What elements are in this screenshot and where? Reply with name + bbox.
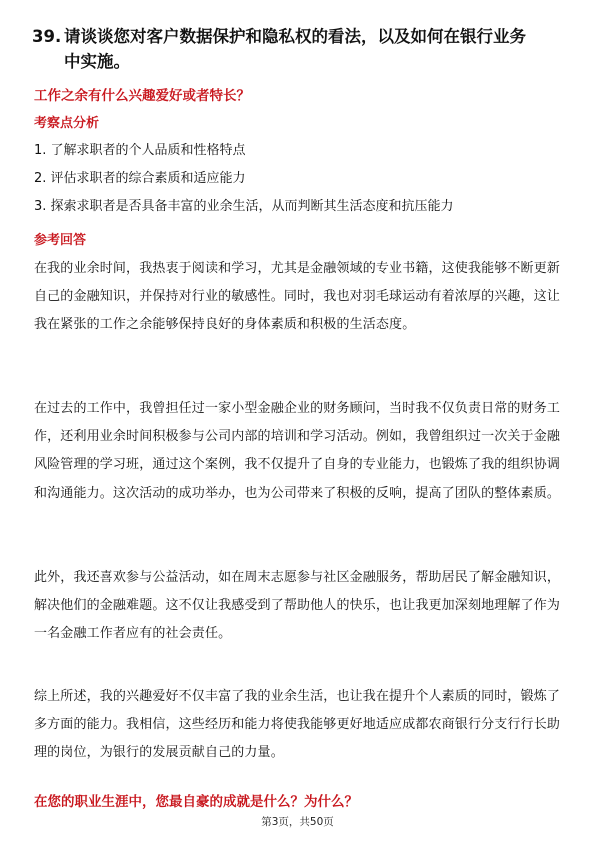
- question-number: 39.: [32, 27, 62, 46]
- reference-paragraph-2: 在过去的工作中，我曾担任过一家小型金融企业的财务顾问，当时我不仅负责日常的财务工作，还利用业余时间积极参与公司内部的培训和学习活动。例如，我曾组织过一次关于金融风险管理的学习班，通过这个案例，我不仅提升了自身的专业能力，也锻炼了我的组织协调和沟通能力。这次活动的成功举办，也为公司带来了积极的反响，提高了团队的整体素质。: [34, 401, 561, 501]
- page-footer: 第3页，共50页: [261, 816, 334, 828]
- reference-paragraph-1: 在我的业余时间，我热衷于阅读和学习，尤其是金融领域的专业书籍，这使我能够不断更新自己的金融知识，并保持对行业的敏感性。同时，我也对羽毛球运动有着浓厚的兴趣，这让我在紧张的工作之余能够保持良好的身体素质和积极的生活态度。: [34, 261, 561, 333]
- current-question-title: 工作之余有什么兴趣爱好或者特长？: [34, 88, 250, 104]
- reference-paragraph-3: 此外，我还喜欢参与公益活动，如在周末志愿参与社区金融服务，帮助居民了解金融知识，解决他们的金融难题。这不仅让我感受到了帮助他人的快乐，也让我更加深刻地理解了作为一名金融工作者应有的社会责任。: [34, 570, 561, 642]
- reference-title: 参考回答: [34, 233, 87, 248]
- analysis-title: 考察点分析: [34, 116, 100, 131]
- question-text-line1: 请谈谈您对客户数据保护和隐私权的看法，以及如何在银行业务: [64, 27, 526, 46]
- analysis-point-1: 1. 了解求职者的个人品质和性格特点: [34, 143, 246, 158]
- question-heading: [32, 24, 572, 74]
- next-question-title: 在您的职业生涯中，您最自豪的成就是什么？为什么？: [34, 794, 358, 810]
- analysis-point-2: 2. 评估求职者的综合素质和适应能力: [34, 171, 246, 186]
- analysis-point-3: 3. 探索求职者是否具备丰富的业余生活，从而判断其生活态度和抗压能力: [34, 199, 454, 214]
- reference-paragraph-4: 综上所述，我的兴趣爱好不仅丰富了我的业余生活，也让我在提升个人素质的同时，锻炼了多方面的能力。我相信，这些经历和能力将使我能够更好地适应成都农商银行分支行行长助理的岗位，为银行的发展贡献自己的力量。: [34, 689, 561, 761]
- question-text-line2: 中实施。: [64, 52, 130, 71]
